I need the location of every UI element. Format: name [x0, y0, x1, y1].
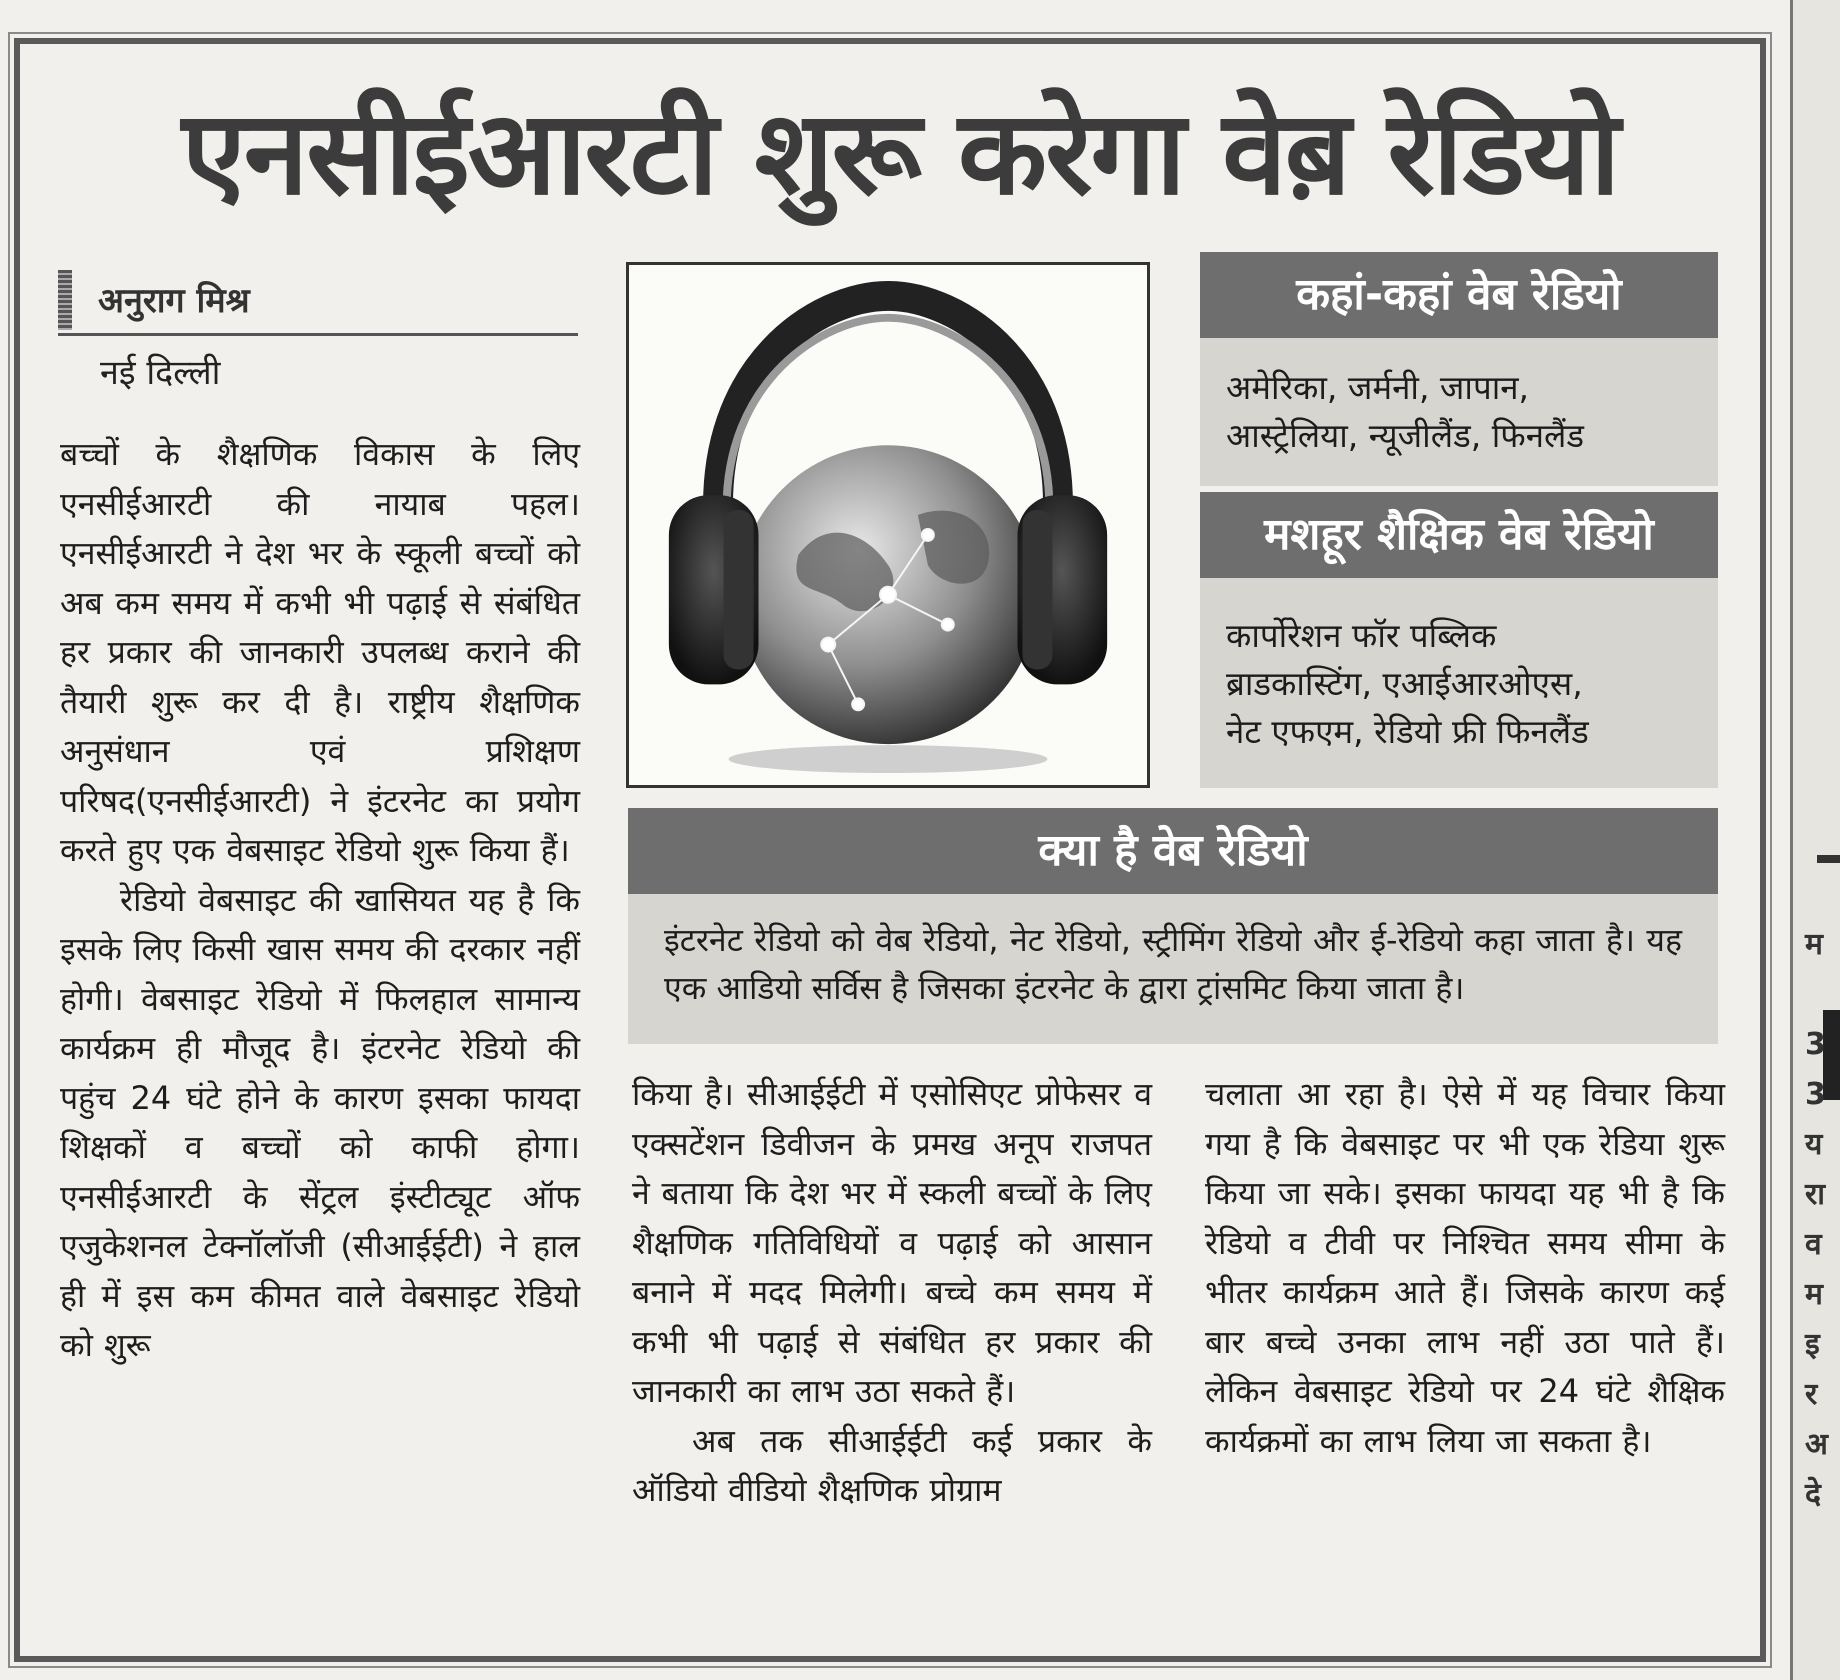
headphones-globe-photo [626, 262, 1150, 788]
paragraph: अब तक सीआईईटी कई प्रकार के ऑडियो वीडियो शैक्षणिक प्रोग्राम [632, 1421, 1152, 1509]
what-box [628, 894, 1718, 1044]
byline-rule [58, 333, 578, 336]
paragraph: रेडियो वेबसाइट की खासियत यह है कि इसके लिए किसी खास समय की दरकार नहीं होगी। वेबसाइट रेडियो में फिलहाल सामान्य कार्यक्रम ही मौजूद है। इंटरनेट रेडियो की पहुंच 24 घंटे होने के कारण इसका फायदा शिक्षकों व बच्चों को काफी होगा। एनसीईआरटी के सेंट्रल इंस्टीट्यूट ऑफ एजुकेशनल टेक्नॉलॉजी (सीआईईटी) ने हाल ही में इस कम कीमत वाले वेबसाइट रेडियो को शुरू [60, 880, 580, 1364]
article-column-1 [60, 430, 580, 1371]
where-line: आस्ट्रेलिया, न्यूजीलैंड, फिनलैंड [1226, 416, 1585, 455]
byline-marker [58, 270, 72, 330]
famous-line: नेट एफएम, रेडियो फ्री फिनलैंड [1226, 712, 1589, 751]
famous-heading: मशहूर शैक्षिक वेब रेडियो [1200, 492, 1718, 578]
byline: अनुराग मिश्र [98, 281, 250, 321]
what-text: इंटरनेट रेडियो को वेब रेडियो, नेट रेडियो, स्ट्रीमिंग रेडियो और ई-रेडियो कहा जाता है। यह एक आडियो सर्विस है जिसका इंटरनेट के द्वारा ट्रांसमिट किया जाता है। [664, 921, 1682, 1007]
headphones-globe-icon [629, 265, 1147, 785]
headline: एनसीईआरटी शुरू करेगा वेब़ रेडियो [181, 86, 1619, 221]
article-column-3 [1205, 1070, 1725, 1466]
paragraph: किया है। सीआईईटी में एसोसिएट प्रोफेसर व एक्सटेंशन डिवीजन के प्रमख अनूप राजपत ने बताया कि देश भर में स्कली बच्चों के लिए शैक्षणिक गतिविधियों व पढ़ाई को आसान बनाने में मदद मिलेगी। बच्चे कम समय में कभी भी पढ़ाई से संबंधित हर प्रकार की जानकारी का लाभ उठा सकते हैं। [632, 1075, 1152, 1410]
adjacent-page-text: म 3 3 य रा व म इ र अ दे [1805, 927, 1828, 1512]
adjacent-rule [1817, 855, 1840, 863]
where-box [1200, 338, 1718, 486]
paragraph: बच्चों के शैक्षणिक विकास के लिए एनसीईआरटी की नायाब पहल। एनसीईआरटी ने देश भर के स्कूली बच्चों को अब कम समय में कभी भी पढ़ाई से संबंधित हर प्रकार की जानकारी उपलब्ध कराने की तैयारी शुरू कर दी है। राष्ट्रीय शैक्षणिक अनुसंधान एवं प्रशिक्षण परिषद(एनसीईआरटी) ने इंटरनेट का प्रयोग करते हुए एक वेबसाइट रेडियो शुरू किया हैं। [60, 435, 580, 869]
famous-line: कार्पोरेशन फॉर पब्लिक [1226, 616, 1497, 655]
dateline: नई दिल्ली [100, 353, 221, 393]
what-heading: क्या है वेब रेडियो [628, 808, 1718, 894]
famous-box [1200, 578, 1718, 788]
adjacent-page-edge [1790, 0, 1840, 1680]
where-heading: कहां-कहां वेब रेडियो [1200, 252, 1718, 338]
paragraph: चलाता आ रहा है। ऐसे में यह विचार किया गया है कि वेबसाइट पर भी एक रेडिया शुरू किया जा सके। इसका फायदा यह भी है कि रेडियो व टीवी पर निश्चित समय सीमा के भीतर कार्यक्रम आते हैं। जिसके कारण कई बार बच्चे उनका लाभ नहीं उठा पाते हैं। लेकिन वेबसाइट रेडियो पर 24 घंटे शैक्षिक कार्यक्रमों का लाभ लिया जा सकता है। [1205, 1075, 1725, 1460]
famous-line: ब्राडकास्टिंग, एआईआरओएस, [1226, 664, 1583, 703]
article-column-2 [632, 1070, 1152, 1516]
where-line: अमेरिका, जर्मनी, जापान, [1226, 368, 1530, 407]
